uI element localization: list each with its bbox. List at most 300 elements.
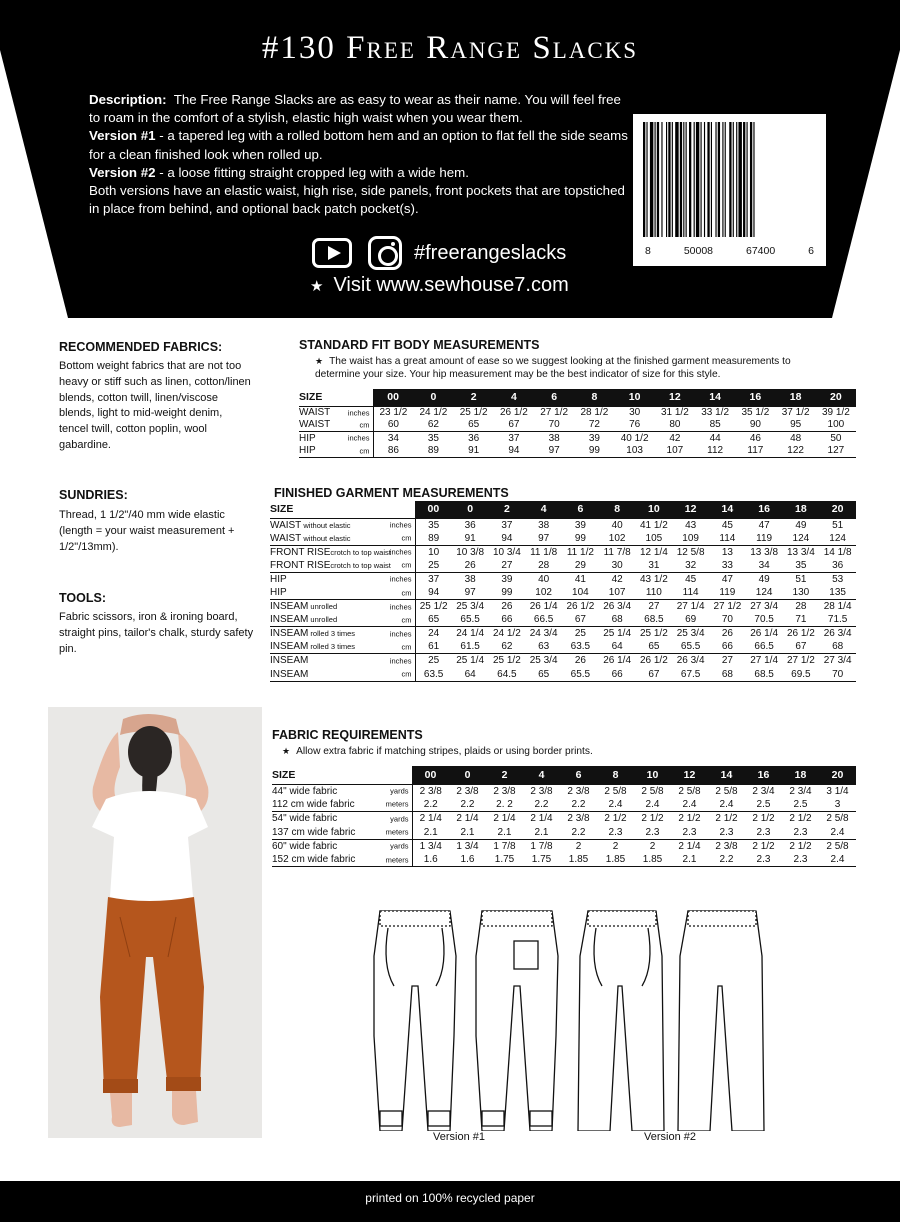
unit-label: meters <box>385 799 409 809</box>
value-cell: 37 <box>494 432 534 445</box>
fabric-requirements-table <box>272 766 856 867</box>
value-cell: 27 <box>489 559 526 573</box>
value-cell: 31 <box>636 559 673 573</box>
size-header: 20 <box>819 766 856 784</box>
unit-label: inches <box>389 602 412 612</box>
value-cell: 2 1/2 <box>745 812 782 826</box>
value-cell: 27 <box>709 654 746 668</box>
size-header: 00 <box>373 389 413 406</box>
value-cell: 117 <box>735 444 775 457</box>
value-cell: 24 <box>415 627 452 641</box>
unit-label: inches <box>347 433 370 443</box>
youtube-icon[interactable] <box>312 238 352 268</box>
value-cell: 97 <box>534 444 574 457</box>
value-cell: 71 <box>783 613 820 627</box>
unit-label: inches <box>389 656 412 666</box>
value-cell: 68.5 <box>746 668 783 682</box>
size-header: 18 <box>782 766 819 784</box>
value-cell: 2.4 <box>819 825 856 839</box>
table-row <box>270 518 856 532</box>
size-header: 14 <box>709 501 746 518</box>
finished-measurements-table <box>270 501 856 682</box>
size-header: 6 <box>560 766 597 784</box>
row-label <box>272 853 412 867</box>
value-cell: 2 1/4 <box>449 812 486 826</box>
row-label <box>299 444 373 457</box>
value-cell: 1.6 <box>449 853 486 867</box>
value-cell: 2.2 <box>708 853 745 867</box>
value-cell: 3 1/4 <box>819 784 856 798</box>
value-cell: 26 1/2 <box>783 627 820 641</box>
unit-label: inches <box>389 547 412 557</box>
value-cell: 2 1/4 <box>412 812 449 826</box>
value-cell: 107 <box>655 444 695 457</box>
fabric-requirements-heading: FABRIC REQUIREMENTS <box>272 728 423 742</box>
value-cell: 2 3/8 <box>486 784 523 798</box>
value-cell: 2.3 <box>671 825 708 839</box>
barcode-bar <box>696 122 699 237</box>
measurement-name: WAIST <box>299 407 331 419</box>
fabrics-text: Bottom weight fabrics that are not too heavy or stiff such as linen, cotton/linen blends, cotton twill, linen/viscose blends, light to mid-weight denim, tencel twill, cotton poplin, wool gabardine. <box>59 360 251 451</box>
value-cell: 40 1/2 <box>615 432 655 445</box>
value-cell: 27 3/4 <box>746 600 783 614</box>
value-cell: 25 <box>415 559 452 573</box>
website-link[interactable]: ★ Visit www.sewhouse7.com <box>310 274 569 296</box>
barcode-bar <box>707 122 709 237</box>
value-cell: 2 3/4 <box>745 784 782 798</box>
value-cell: 2 3/8 <box>523 784 560 798</box>
value-cell: 38 <box>525 518 562 532</box>
barcode-bar <box>683 122 684 237</box>
value-cell: 42 <box>655 432 695 445</box>
measurement-name: FRONT RISE <box>270 546 331 558</box>
size-header: 16 <box>745 766 782 784</box>
value-cell: 25 1/4 <box>599 627 636 641</box>
measurement-note: without elastic <box>301 533 351 543</box>
value-cell: 90 <box>735 419 775 432</box>
value-cell: 25 3/4 <box>525 654 562 668</box>
unit-label: cm <box>359 446 370 456</box>
value-cell: 24 1/2 <box>489 627 526 641</box>
row-label <box>272 812 412 826</box>
value-cell: 25 1/2 <box>489 654 526 668</box>
value-cell: 1 7/8 <box>523 839 560 853</box>
size-header: 8 <box>599 501 636 518</box>
value-cell: 109 <box>672 532 709 546</box>
value-cell: 27 1/4 <box>746 654 783 668</box>
value-cell: 37 1/2 <box>776 406 816 419</box>
value-cell: 2 5/8 <box>708 784 745 798</box>
value-cell: 25 1/4 <box>452 654 489 668</box>
value-cell: 26 <box>709 627 746 641</box>
size-header: 6 <box>534 389 574 406</box>
value-cell: 3 <box>819 798 856 812</box>
measurement-note: crotch to top waist <box>330 547 391 557</box>
measurement-name: HIP <box>270 587 287 599</box>
table-row <box>272 839 856 853</box>
value-cell: 26 1/2 <box>562 600 599 614</box>
measurement-name: INSEAM <box>270 641 309 653</box>
value-cell: 36 <box>454 432 494 445</box>
size-header: 20 <box>816 389 856 406</box>
value-cell: 119 <box>746 532 783 546</box>
technical-drawings <box>366 906 766 1131</box>
value-cell: 2.3 <box>634 825 671 839</box>
value-cell: 12 5/8 <box>672 545 709 559</box>
size-header: 2 <box>454 389 494 406</box>
value-cell: 64.5 <box>489 668 526 682</box>
value-cell: 33 <box>709 559 746 573</box>
value-cell: 27 3/4 <box>819 654 856 668</box>
barcode-bar <box>686 122 687 237</box>
row-label <box>272 839 412 853</box>
barcode-bar <box>675 122 678 237</box>
value-cell: 124 <box>819 532 856 546</box>
body-measurements-table <box>299 389 856 458</box>
value-cell: 10 3/4 <box>489 545 526 559</box>
row-label <box>270 600 415 614</box>
value-cell: 2.1 <box>449 825 486 839</box>
size-header-row <box>299 389 856 406</box>
measurement-name: WAIST <box>270 519 302 531</box>
value-cell: 26 1/4 <box>599 654 636 668</box>
barcode-bar <box>725 122 726 237</box>
value-cell: 2 1/2 <box>745 839 782 853</box>
value-cell: 47 <box>746 518 783 532</box>
value-cell: 28 1/4 <box>819 600 856 614</box>
row-label <box>272 798 412 812</box>
value-cell: 97 <box>525 532 562 546</box>
value-cell: 10 3/8 <box>452 545 489 559</box>
value-cell: 89 <box>415 532 452 546</box>
value-cell: 48 <box>776 432 816 445</box>
value-cell: 2.3 <box>597 825 634 839</box>
value-cell: 2.3 <box>708 825 745 839</box>
value-cell: 127 <box>816 444 856 457</box>
row-label <box>270 545 415 559</box>
barcode-bar <box>736 122 737 237</box>
value-cell: 2 1/4 <box>523 812 560 826</box>
row-label <box>270 654 415 668</box>
value-cell: 99 <box>562 532 599 546</box>
value-cell: 47 <box>709 572 746 586</box>
pattern-title: #130 Free Range Slacks <box>261 30 639 66</box>
value-cell: 33 1/2 <box>695 406 735 419</box>
row-label <box>270 518 415 532</box>
size-header: 4 <box>523 766 560 784</box>
value-cell: 62 <box>413 419 453 432</box>
barcode-bar <box>743 122 745 237</box>
row-label <box>270 572 415 586</box>
value-cell: 39 <box>562 518 599 532</box>
value-cell: 70 <box>534 419 574 432</box>
size-header: 14 <box>695 389 735 406</box>
measurement-name: INSEAM <box>270 614 309 626</box>
value-cell: 69 <box>672 613 709 627</box>
tools-heading: TOOLS: <box>59 591 106 605</box>
sundries-heading: SUNDRIES: <box>59 488 128 502</box>
size-header: 4 <box>525 501 562 518</box>
value-cell: 24 1/4 <box>452 627 489 641</box>
value-cell: 41 1/2 <box>636 518 673 532</box>
measurement-note: crotch to top waist <box>330 560 391 570</box>
size-header: 2 <box>486 766 523 784</box>
unit-label: yards <box>390 841 409 851</box>
value-cell: 104 <box>562 586 599 600</box>
value-cell: 130 <box>783 586 820 600</box>
value-cell: 76 <box>615 419 655 432</box>
value-cell: 119 <box>709 586 746 600</box>
value-cell: 122 <box>776 444 816 457</box>
value-cell: 135 <box>819 586 856 600</box>
barcode-digits: 8 50008 67400 6 <box>645 245 814 257</box>
value-cell: 2.5 <box>782 798 819 812</box>
value-cell: 26 1/4 <box>746 627 783 641</box>
size-header: 00 <box>412 766 449 784</box>
body-note: ★ The waist has a great amount of ease so we suggest looking at the finished garment measurements to determine your size. Your hip measurement may be the best indicator of size for this style. <box>315 356 791 380</box>
value-cell: 1 3/4 <box>449 839 486 853</box>
measurement-name: INSEAM <box>270 655 309 667</box>
value-cell: 2.4 <box>819 853 856 867</box>
barcode-bar <box>715 122 716 237</box>
row-label <box>270 668 415 682</box>
unit-label: inches <box>389 520 412 530</box>
value-cell: 24 1/2 <box>413 406 453 419</box>
value-cell: 114 <box>709 532 746 546</box>
value-cell: 25 1/2 <box>454 406 494 419</box>
barcode-bar <box>753 122 754 237</box>
size-header: 4 <box>494 389 534 406</box>
unit-label: yards <box>390 814 409 824</box>
table-row <box>270 545 856 559</box>
barcode-bar <box>646 122 647 237</box>
measurement-name: 54" wide fabric <box>272 813 338 825</box>
value-cell: 25 <box>415 654 452 668</box>
barcode-bar <box>689 122 691 237</box>
value-cell: 2 3/8 <box>560 812 597 826</box>
value-cell: 39 <box>574 432 614 445</box>
value-cell: 2 3/8 <box>708 839 745 853</box>
table-row <box>272 812 856 826</box>
table-row <box>270 654 856 668</box>
value-cell: 2 3/8 <box>449 784 486 798</box>
size-header: 20 <box>819 501 856 518</box>
value-cell: 31 1/2 <box>655 406 695 419</box>
size-header: 8 <box>597 766 634 784</box>
value-cell: 23 1/2 <box>373 406 413 419</box>
value-cell: 2 1/2 <box>597 812 634 826</box>
value-cell: 39 <box>489 572 526 586</box>
value-cell: 2 5/8 <box>819 839 856 853</box>
value-cell: 32 <box>672 559 709 573</box>
measurement-name: HIP <box>299 445 316 457</box>
value-cell: 102 <box>525 586 562 600</box>
value-cell: 1.6 <box>412 853 449 867</box>
value-cell: 61.5 <box>452 640 489 654</box>
value-cell: 2.2 <box>560 798 597 812</box>
value-cell: 64 <box>452 668 489 682</box>
value-cell: 60 <box>373 419 413 432</box>
value-cell: 65 <box>415 613 452 627</box>
value-cell: 86 <box>373 444 413 457</box>
barcode-bars <box>643 122 816 237</box>
unit-label: cm <box>401 669 412 679</box>
size-header: 12 <box>671 766 708 784</box>
value-cell: 40 <box>599 518 636 532</box>
unit-label: inches <box>389 574 412 584</box>
unit-label: cm <box>401 615 412 625</box>
size-header: 6 <box>562 501 599 518</box>
fabric-note: ★ Allow extra fabric if matching stripes, plaids or using border prints. <box>282 746 593 757</box>
table-row <box>299 444 856 457</box>
barcode-bar <box>704 122 705 237</box>
value-cell: 65.5 <box>672 640 709 654</box>
value-cell: 2.1 <box>486 825 523 839</box>
value-cell: 26 1/2 <box>636 654 673 668</box>
size-header: 16 <box>735 389 775 406</box>
value-cell: 66 <box>599 668 636 682</box>
fabrics-heading: RECOMMENDED FABRICS: <box>59 340 223 354</box>
value-cell: 85 <box>695 419 735 432</box>
table-row <box>299 406 856 419</box>
measurement-name: HIP <box>299 432 316 444</box>
value-cell: 25 1/2 <box>415 600 452 614</box>
table-row <box>270 668 856 682</box>
value-cell: 64 <box>599 640 636 654</box>
value-cell: 26 <box>452 559 489 573</box>
barcode-bar <box>747 122 748 237</box>
value-cell: 38 <box>534 432 574 445</box>
barcode-bar <box>657 122 659 237</box>
value-cell: 30 <box>615 406 655 419</box>
row-label <box>270 532 415 546</box>
row-label <box>270 613 415 627</box>
size-header: 12 <box>672 501 709 518</box>
footer-note: printed on 100% recycled paper <box>0 1181 900 1222</box>
instagram-icon[interactable] <box>368 236 402 270</box>
value-cell: 37 <box>415 572 452 586</box>
star-icon: ★ <box>282 746 291 756</box>
barcode-bar <box>666 122 667 237</box>
value-cell: 2 5/8 <box>597 784 634 798</box>
value-cell: 63.5 <box>415 668 452 682</box>
value-cell: 2.3 <box>745 853 782 867</box>
sundries-text: Thread, 1 1/2"/40 mm wide elastic (length = your waist measurement + 1/2"/13mm). <box>59 509 235 553</box>
value-cell: 66 <box>489 613 526 627</box>
barcode-bar <box>661 122 662 237</box>
barcode-bar <box>672 122 673 237</box>
value-cell: 25 3/4 <box>672 627 709 641</box>
value-cell: 28 1/2 <box>574 406 614 419</box>
measurement-name: WAIST <box>299 419 331 431</box>
barcode-bar <box>701 122 702 237</box>
value-cell: 95 <box>776 419 816 432</box>
value-cell: 68.5 <box>636 613 673 627</box>
value-cell: 2.2 <box>449 798 486 812</box>
measurement-name: HIP <box>270 573 287 585</box>
size-header: 18 <box>783 501 820 518</box>
value-cell: 94 <box>494 444 534 457</box>
value-cell: 2 5/8 <box>634 784 671 798</box>
value-cell: 26 <box>562 654 599 668</box>
value-cell: 26 3/4 <box>672 654 709 668</box>
hashtag[interactable]: #freerangeslacks <box>414 241 567 264</box>
value-cell: 2 1/2 <box>782 839 819 853</box>
table-row <box>270 586 856 600</box>
value-cell: 35 <box>413 432 453 445</box>
size-header: 14 <box>708 766 745 784</box>
barcode-bar <box>668 122 670 237</box>
value-cell: 114 <box>672 586 709 600</box>
size-header-row <box>272 766 856 784</box>
size-header: 16 <box>746 501 783 518</box>
value-cell: 67 <box>562 613 599 627</box>
measurement-note: without elastic <box>301 520 351 530</box>
value-cell: 2.5 <box>745 798 782 812</box>
row-label <box>270 640 415 654</box>
value-cell: 50 <box>816 432 856 445</box>
value-cell: 37 <box>489 518 526 532</box>
unit-label: cm <box>401 533 412 543</box>
barcode-bar <box>738 122 741 237</box>
value-cell: 68 <box>819 640 856 654</box>
table-row <box>272 798 856 812</box>
value-cell: 66.5 <box>746 640 783 654</box>
value-cell: 27 <box>636 600 673 614</box>
value-cell: 70 <box>709 613 746 627</box>
value-cell: 27 1/4 <box>672 600 709 614</box>
value-cell: 26 <box>489 600 526 614</box>
value-cell: 62 <box>489 640 526 654</box>
barcode-bar <box>655 122 656 237</box>
table-row <box>272 784 856 798</box>
value-cell: 65 <box>454 419 494 432</box>
value-cell: 51 <box>783 572 820 586</box>
value-cell: 2.3 <box>782 825 819 839</box>
value-cell: 105 <box>636 532 673 546</box>
row-label <box>272 784 412 798</box>
value-cell: 67 <box>783 640 820 654</box>
value-cell: 67 <box>636 668 673 682</box>
value-cell: 66.5 <box>525 613 562 627</box>
row-label <box>299 419 373 432</box>
value-cell: 65.5 <box>452 613 489 627</box>
barcode <box>633 114 826 266</box>
barcode-bar <box>711 122 712 237</box>
value-cell: 2 3/8 <box>560 784 597 798</box>
value-cell: 91 <box>452 532 489 546</box>
size-label: SIZE <box>299 391 323 404</box>
value-cell: 2 5/8 <box>671 784 708 798</box>
table-row <box>270 640 856 654</box>
value-cell: 39 1/2 <box>816 406 856 419</box>
barcode-bar <box>694 122 695 237</box>
value-cell: 2 <box>634 839 671 853</box>
star-icon: ★ <box>315 356 324 366</box>
size-header: 10 <box>615 389 655 406</box>
size-header: 0 <box>413 389 453 406</box>
value-cell: 13 3/8 <box>746 545 783 559</box>
value-cell: 25 3/4 <box>452 600 489 614</box>
value-cell: 2 3/4 <box>782 784 819 798</box>
value-cell: 34 <box>373 432 413 445</box>
value-cell: 10 <box>415 545 452 559</box>
value-cell: 42 <box>599 572 636 586</box>
value-cell: 36 <box>452 518 489 532</box>
value-cell: 1.85 <box>634 853 671 867</box>
size-header: 00 <box>415 501 452 518</box>
size-header: 10 <box>636 501 673 518</box>
